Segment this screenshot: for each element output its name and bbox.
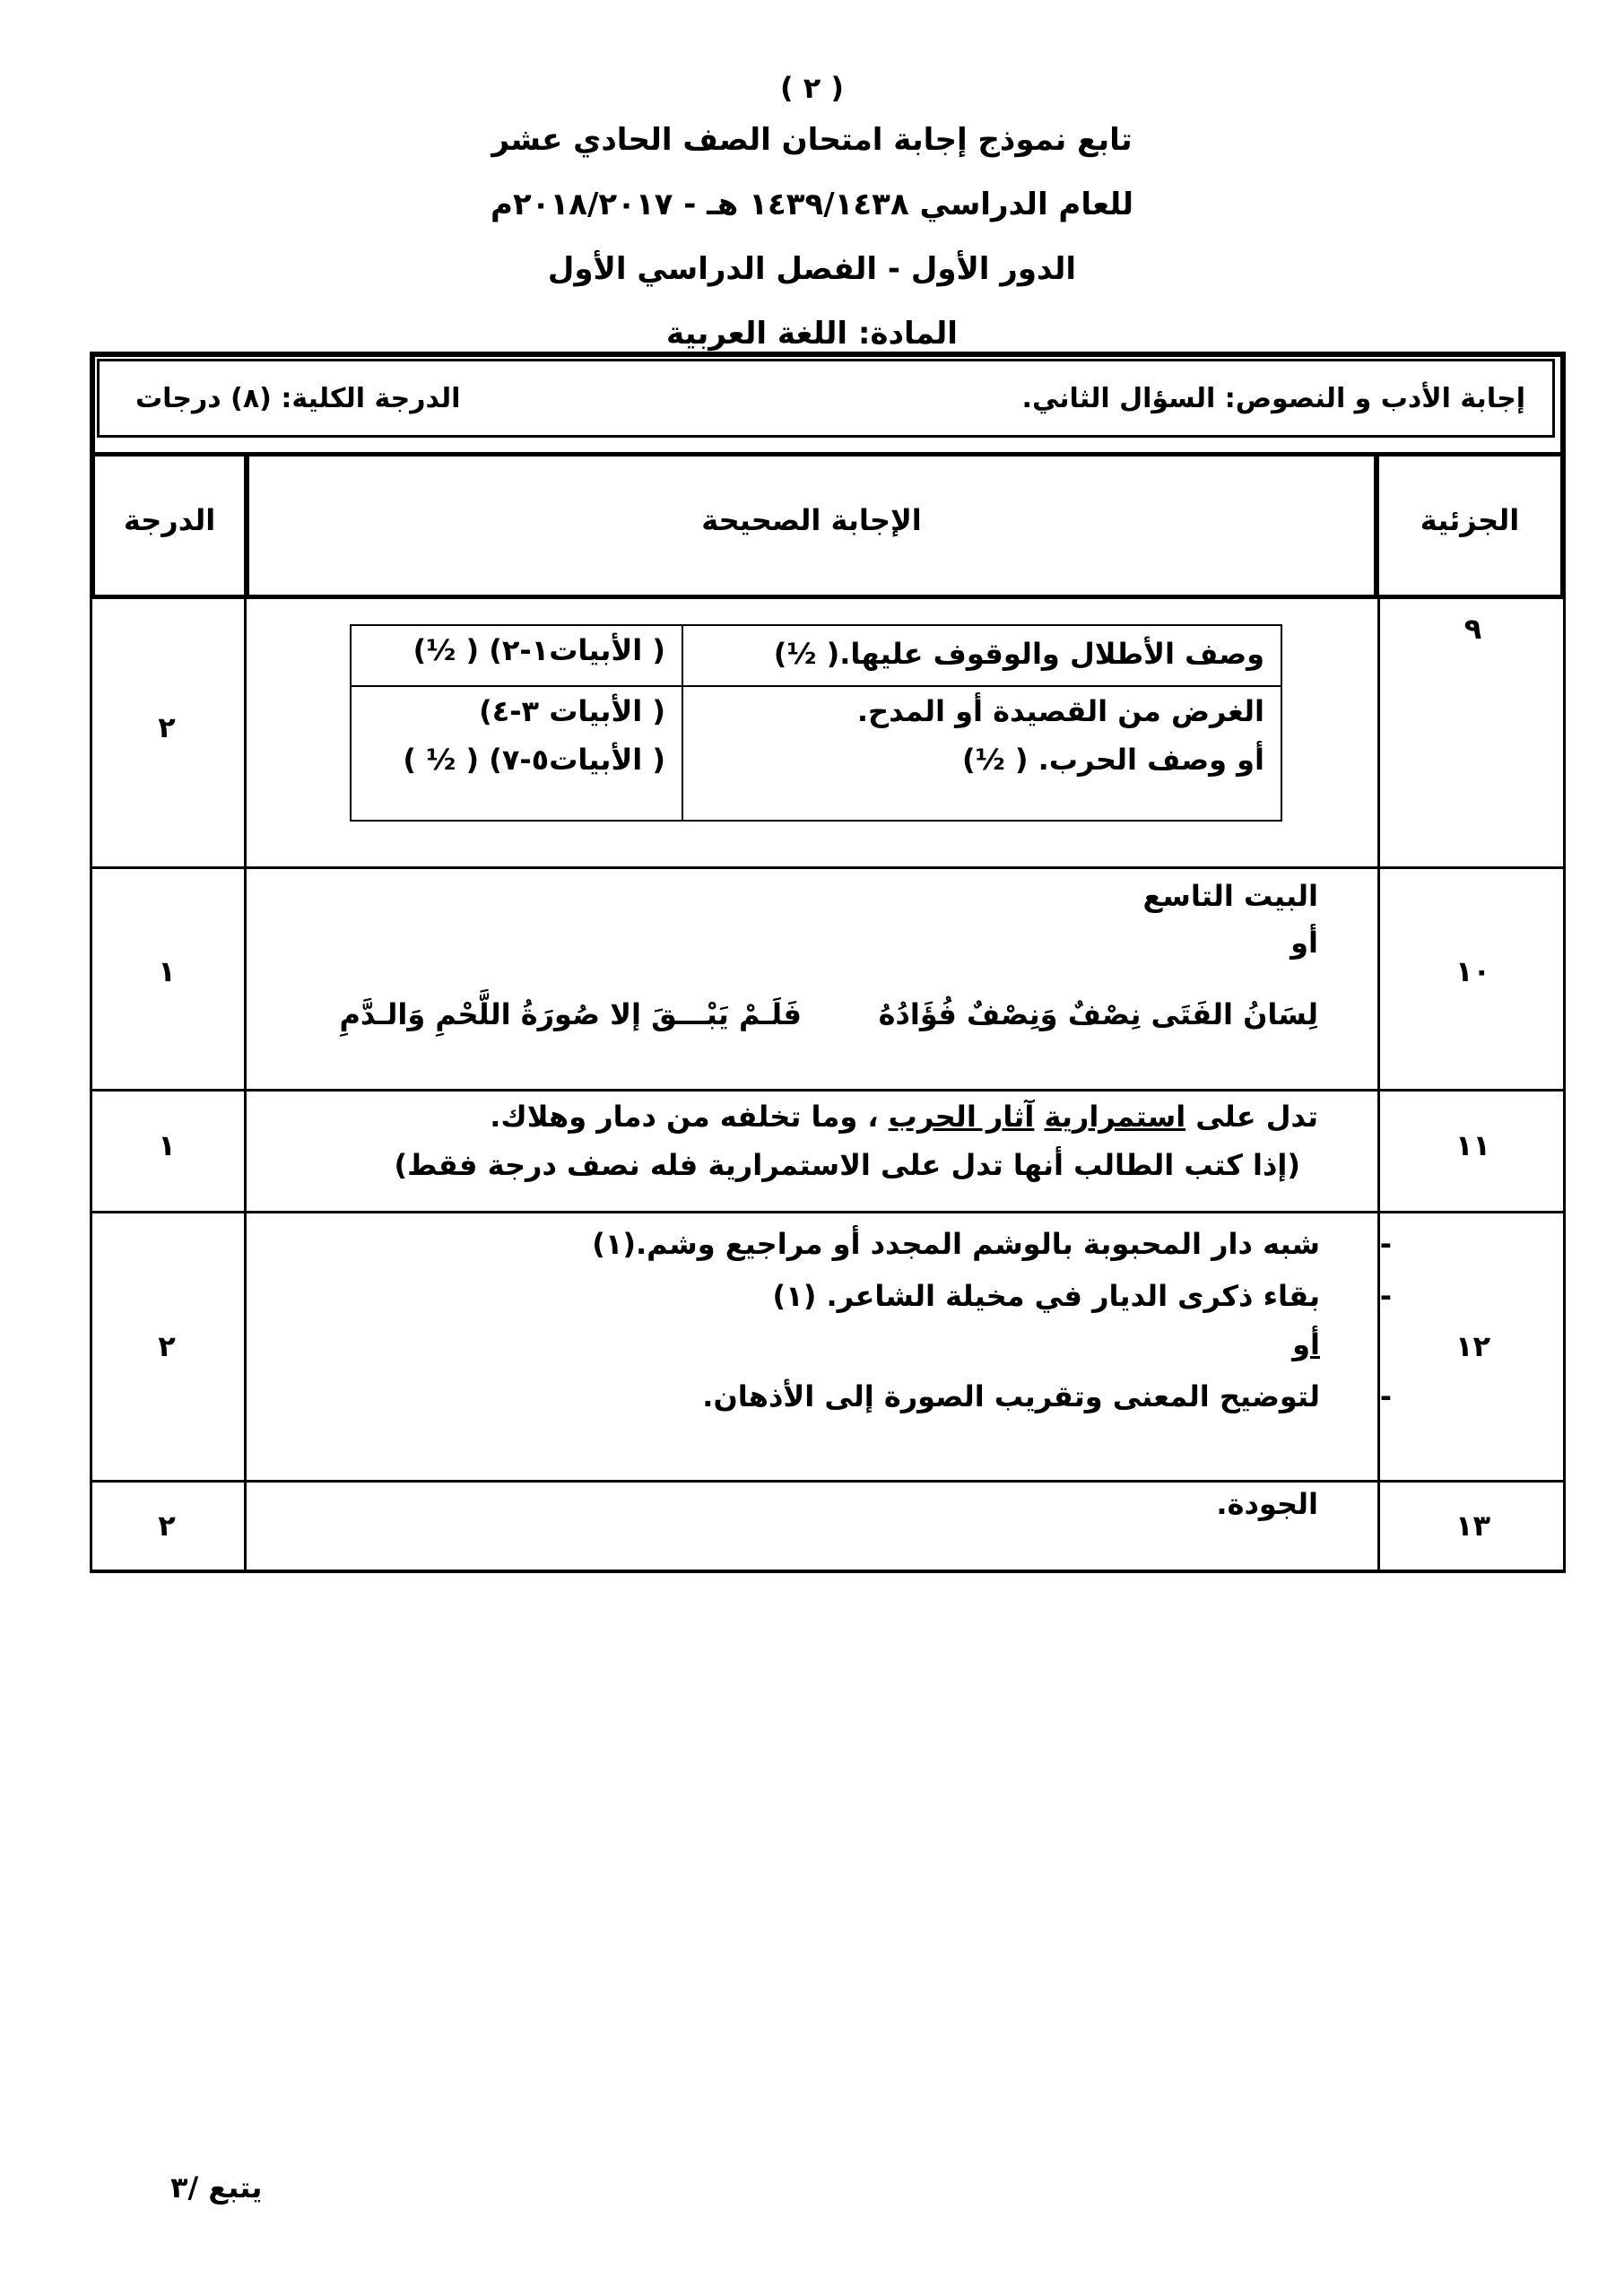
row-12-bullet-1: شبه دار المحبوبة بالوشم المجدد أو مراجيع وشم.(١) xyxy=(592,1227,1320,1261)
inner-r2-right-a: الغرض من القصيدة أو المدح. xyxy=(856,694,1264,728)
grid-right-border xyxy=(1563,599,1566,1573)
grid-col-divider-2 xyxy=(1377,599,1380,1573)
row-12-bullet-2: بقاء ذكرى الديار في مخيلة الشاعر. (١) xyxy=(772,1279,1320,1313)
column-header-grade xyxy=(90,452,249,599)
row-divider-3 xyxy=(90,1211,1566,1213)
row-divider-4 xyxy=(90,1480,1566,1483)
row-12-grade: ٢ xyxy=(158,1329,176,1363)
row-12-dash-3: - xyxy=(1379,1379,1392,1413)
row-10-verse-second-hemistich: فَلَـمْ يَبْـــقَ إلا صُورَةُ اللَّحْمِ وَالـدَّمِ xyxy=(339,997,802,1031)
header-line-1: تابع نموذج إجابة امتحان الصف الحادي عشر xyxy=(491,122,1133,158)
row-12-dash-2: - xyxy=(1379,1279,1392,1313)
row-13-text: الجودة. xyxy=(1216,1487,1318,1521)
inner-col-divider xyxy=(682,626,683,820)
row-divider-2 xyxy=(90,1089,1566,1091)
question-total-grade: الدرجة الكلية: (٨) درجات xyxy=(135,383,461,414)
inner-r2-right-b: أو وصف الحرب. ( ½) xyxy=(962,743,1264,777)
row-12-bullet-3: لتوضيح المعنى وتقريب الصورة إلى الأذهان. xyxy=(702,1379,1320,1413)
header-line-3: الدور الأول - الفصل الدراسي الأول xyxy=(547,251,1077,287)
grid-col-divider-1 xyxy=(244,599,247,1573)
row-10-verse-first-hemistich: لِسَانُ الفَتَى نِصْفٌ وَنِصْفٌ فُؤَادُهُ xyxy=(878,997,1318,1031)
table-border-bottom xyxy=(90,1570,1566,1573)
page-footer-continued: يتبع /٣ xyxy=(170,2170,263,2205)
column-header-answer-label: الإجابة الصحيحة xyxy=(701,503,922,537)
row-9-part: ٩ xyxy=(1463,612,1482,646)
row-11-underlined-2: آثار الحرب xyxy=(888,1100,1035,1134)
row-11-underlined-1: استمرارية xyxy=(1044,1100,1186,1134)
question-title: إجابة الأدب و النصوص: السؤال الثاني. xyxy=(1021,383,1525,414)
row-11-space xyxy=(1034,1100,1044,1134)
row-9-grade: ٢ xyxy=(158,710,176,744)
column-header-part-label: الجزئية xyxy=(1420,503,1520,537)
row-11-line-1 xyxy=(490,1100,1318,1134)
row-13-grade: ٢ xyxy=(158,1509,176,1543)
row-11-suffix: ، وما تخلفه من دمار وهلاك. xyxy=(490,1100,889,1134)
row-10-grade: ١ xyxy=(158,954,176,988)
row-9-inner-table xyxy=(350,624,1282,822)
answer-table xyxy=(90,352,1566,1573)
column-header-part xyxy=(1374,452,1566,599)
row-11-line-2: (إذا كتب الطالب أنها تدل على الاستمرارية فله نصف درجة فقط) xyxy=(394,1148,1300,1182)
row-12-dash-1: - xyxy=(1379,1227,1392,1261)
inner-r1-left: ( الأبيات١-٢) ( ½) xyxy=(413,633,665,667)
row-12-or: أو xyxy=(1292,1327,1320,1361)
column-header-grade-label: الدرجة xyxy=(123,503,216,537)
row-10-line-1: البيت التاسع xyxy=(1142,879,1318,913)
table-border-top xyxy=(90,352,1566,357)
page-header xyxy=(0,72,1624,382)
row-11-part: ١١ xyxy=(1455,1128,1491,1162)
inner-r1-right: وصف الأطلال والوقوف عليها.( ½) xyxy=(773,637,1264,671)
row-10-line-2: أو xyxy=(1290,926,1318,960)
grid-left-border xyxy=(90,599,92,1573)
header-line-4: المادة: اللغة العربية xyxy=(666,316,958,352)
row-11-prefix: تدل على xyxy=(1185,1100,1318,1134)
page-number: ( ٢ ) xyxy=(779,71,845,105)
row-12-part: ١٢ xyxy=(1455,1329,1491,1363)
column-header-answer xyxy=(244,452,1379,599)
row-10-part: ١٠ xyxy=(1455,954,1491,988)
header-line-2: للعام الدراسي ١٤٣٩/١٤٣٨ هـ - ٢٠١٨/٢٠١٧م xyxy=(491,187,1133,222)
question-title-box xyxy=(97,359,1555,438)
row-divider-1 xyxy=(90,866,1566,869)
inner-r2-left-b: ( الأبيات٥-٧) ( ½ ) xyxy=(403,743,665,777)
row-13-part: ١٣ xyxy=(1455,1509,1491,1543)
inner-r2-left-a: ( الأبيات ٣-٤) xyxy=(479,694,665,728)
inner-row-divider xyxy=(352,685,1281,687)
row-11-grade: ١ xyxy=(158,1128,176,1162)
